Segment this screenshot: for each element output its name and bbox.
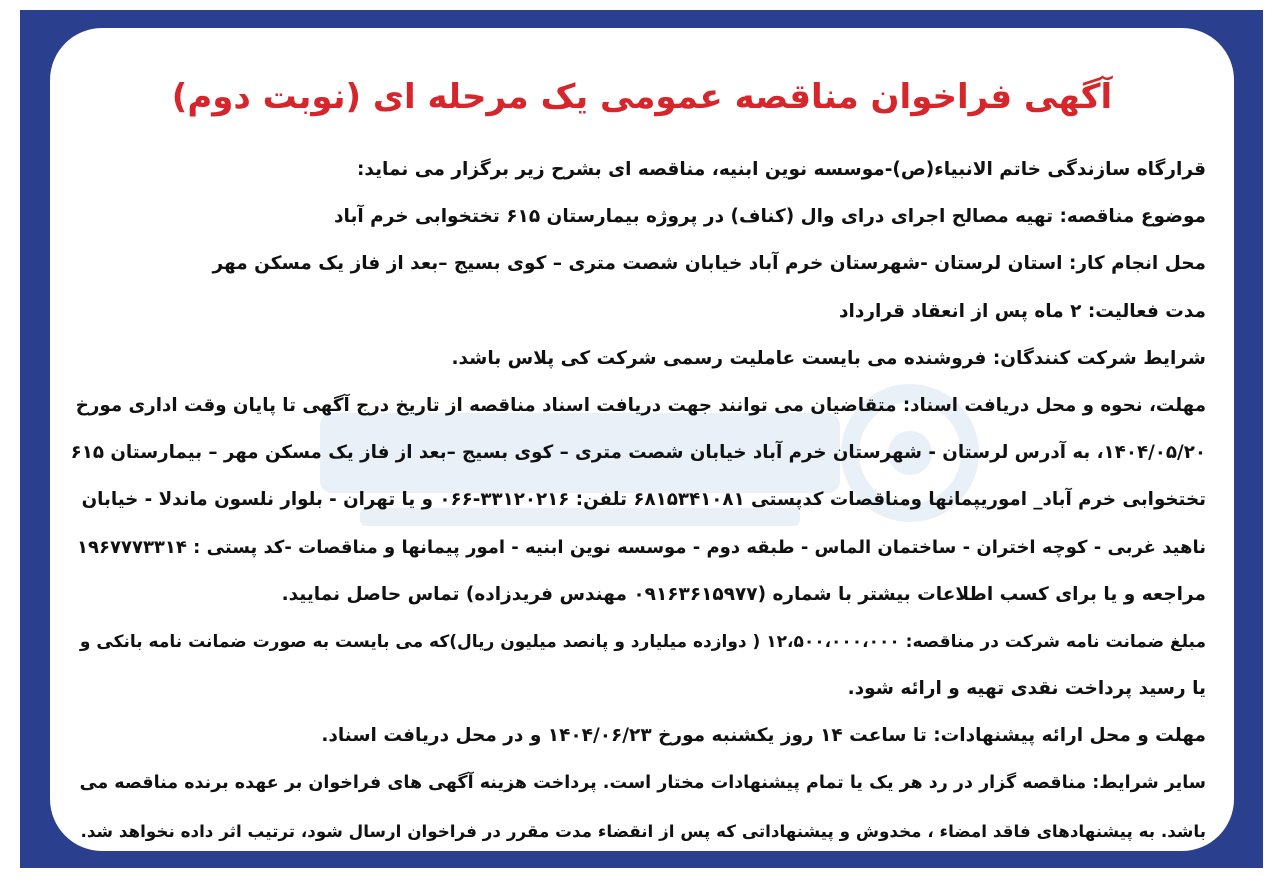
other-conditions-line-1: سایر شرایط: مناقصه گزار در رد هر یک یا تمام پیشنهادات مختار است. پرداخت هزینه آگهی های فراخوان بر عهده برنده مناقصه می bbox=[79, 773, 1206, 794]
notice-body bbox=[68, 152, 1206, 850]
notice-card bbox=[50, 28, 1234, 851]
documents-line-1: مهلت، نحوه و محل دریافت اسناد: متقاضیان می توانند جهت دریافت اسناد مناقصه از تاریخ درج آگهی تا پایان وقت اداری مورخ bbox=[75, 394, 1206, 416]
documents-line-3: تختخوابی خرم آباد_ اموریپمانها ومناقصات کدپستی ۶۸۱۵۳۴۱۰۸۱ تلفن: ۳۳۱۲۰۲۱۶-۰۶۶ و یا تهران - بلوار نلسون ماندلا - خیابان bbox=[81, 489, 1206, 511]
guarantee-line-2: یا رسید پرداخت نقدی تهیه و ارائه شود. bbox=[847, 678, 1206, 700]
notice-title: آگهی فراخوان مناقصه عمومی یک مرحله ای (نوبت دوم) bbox=[171, 77, 1113, 117]
documents-line-5: مراجعه و یا برای کسب اطلاعات بیشتر با شماره (۰۹۱۶۳۶۱۵۹۷۷ مهندس فریدزاده) تماس حاصل نمایید. bbox=[281, 583, 1206, 605]
location-line: محل انجام کار: استان لرستان -شهرستان خرم آباد خیابان شصت متری – کوی بسیج –بعد از فاز یک مسکن مهر bbox=[212, 253, 1206, 275]
intro-line: قرارگاه سازندگی خاتم الانبیاء(ص)-موسسه نوین ابنیه، مناقصه ای بشرح زیر برگزار می نماید: bbox=[356, 159, 1206, 180]
other-conditions-line-2: باشد. به پیشنهادهای فاقد امضاء ، مخدوش و پیشنهاداتی که پس از انقضاء مدت مقرر در فراخوان ارسال شود، ترتیب اثر داده نخواهد شد. bbox=[80, 820, 1206, 841]
documents-line-4: ناهید غربی - کوچه اختران - ساختمان الماس - طبقه دوم - موسسه نوین ابنیه - امور پیمانها و مناقصات -کد پستی : ۱۹۶۷۷۷۳۳۱۴ bbox=[77, 536, 1206, 558]
duration-line: مدت فعالیت: ۲ ماه پس از انعقاد قرارداد bbox=[839, 300, 1206, 322]
participant-conditions-line: شرایط شرکت کنندگان: فروشنده می بایست عاملیت رسمی شرکت کی پلاس باشد. bbox=[451, 347, 1206, 369]
submission-line: مهلت و محل ارائه پیشنهادات: تا ساعت ۱۴ روز یکشنبه مورخ ۱۴۰۴/۰۶/۲۳ و در محل دریافت اسناد. bbox=[321, 725, 1206, 747]
notice-frame bbox=[20, 10, 1263, 868]
guarantee-line-1: مبلغ ضمانت نامه شرکت در مناقصه: ۱۲،۵۰۰،۰۰۰،۰۰۰ ( دوازده میلیارد و پانصد میلیون ریال)که می بایست به صورت ضمانت نامه بانکی و bbox=[79, 631, 1206, 652]
subject-line: موضوع مناقصه: تهیه مصالح اجرای درای وال (کناف) در پروژه بیمارستان ۶۱۵ تختخوابی خرم آباد bbox=[334, 206, 1206, 228]
documents-line-2: ۱۴۰۴/۰۵/۲۰، به آدرس لرستان - شهرستان خرم آباد خیابان شصت متری – کوی بسیج –بعد از فاز یک مسکن مهر – بیمارستان ۶۱۵ bbox=[70, 442, 1206, 464]
